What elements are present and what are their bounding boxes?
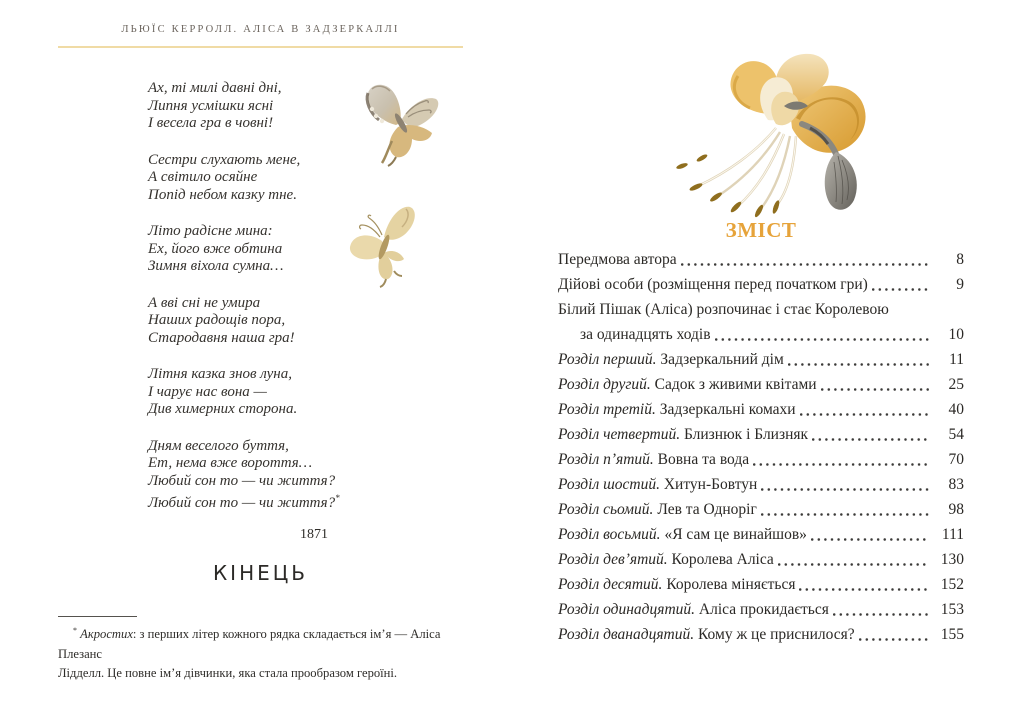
toc-entry-chapter-prefix: Розділ одинадцятий. [558, 601, 696, 618]
poem-line: Стародавня наша гра! [148, 329, 295, 346]
toc-entry-text [558, 472, 757, 497]
toc-page-number: 8 [956, 251, 964, 268]
poem-line: Літо радісне мина: [148, 223, 273, 239]
toc-entry-chapter-prefix: Розділ другий. [558, 376, 651, 393]
toc-entry [558, 322, 964, 347]
poem-line: Сестри слухають мене, [148, 151, 301, 168]
toc-page-number: 153 [940, 601, 964, 618]
toc-entry-text [558, 347, 784, 372]
toc-entry-chapter-prefix: Розділ дванадцятий. [558, 626, 695, 643]
butterfly-illustration [352, 79, 447, 167]
toc-entry-chapter-prefix: Розділ третій. [558, 401, 656, 418]
poem-line: Наших радощів пора, [148, 312, 286, 328]
toc-page-number: 98 [948, 501, 964, 518]
dotted-leader [749, 447, 932, 472]
toc-page-number: 54 [948, 426, 964, 443]
toc-entry-text [580, 322, 711, 347]
toc-title: ЗМІСТ [725, 218, 797, 242]
poem-line: Ах, ті милі давні дні, [148, 80, 282, 96]
dotted-leader [796, 397, 932, 422]
dotted-leader [677, 247, 932, 272]
toc-page-number: 25 [948, 376, 964, 393]
poem-line: Зимня віхола сумна… [148, 258, 284, 274]
toc-entry-title: Близнюк і Близняк [683, 426, 809, 443]
toc-entry-chapter-prefix: Розділ шостий. [558, 476, 660, 493]
dotted-leader [784, 347, 932, 372]
toc-entry-chapter-prefix: Розділ п’ятий. [558, 451, 654, 468]
poem-line: Липня усмішки ясні [148, 97, 274, 114]
poem-line: Ет, нема вже вороття… [148, 455, 313, 471]
dotted-leader [795, 572, 932, 597]
toc-entry-title: Задзеркальний дім [660, 351, 784, 368]
toc-page-number: 130 [940, 551, 964, 568]
toc-entry-text [558, 297, 889, 322]
poem-line: А світило осяйне [148, 169, 258, 185]
poem-stanza [148, 152, 340, 205]
poem-date: 1871 [300, 527, 328, 542]
toc-entry-text [558, 422, 808, 447]
toc-entry-chapter-prefix: Розділ десятий. [558, 576, 663, 593]
toc-entry [558, 247, 964, 272]
poem-line: Див химерних сторона. [148, 401, 298, 417]
honeysuckle-flower-illustration [672, 40, 897, 220]
toc-entry-text [558, 272, 868, 297]
toc-entry [558, 297, 964, 322]
dotted-leader [817, 372, 932, 397]
dotted-leader [757, 472, 932, 497]
footnote-rule [58, 616, 137, 617]
footnote-line-2: Лідделл. Це повне ім’я дівчинки, яка стала прообразом героїні. [58, 666, 398, 681]
poem-stanza [148, 223, 340, 276]
toc-entry-title: Кому ж це приснилося? [697, 626, 855, 643]
toc-entry-chapter-prefix: Розділ четвертий. [558, 426, 681, 443]
toc-entry-text [558, 372, 817, 397]
poem-line: І чарує нас вона — [148, 383, 267, 400]
poem-line: А вві сні не умира [148, 294, 261, 311]
toc-entry-title: Аліса прокидається [698, 601, 829, 618]
toc-page-number: 10 [948, 326, 964, 343]
toc-entry [558, 472, 964, 497]
toc-page-number: 111 [941, 526, 964, 543]
poem-stanza [148, 295, 340, 348]
footnote-term: Акростих [80, 627, 133, 642]
header-rule [58, 46, 463, 48]
toc-entry-title: Хитун-Бовтун [663, 476, 758, 493]
footnote [58, 621, 476, 684]
running-head: ЛЬЮЇС КЕРРОЛЛ. АЛІСА В ЗАДЗЕРКАЛЛІ [121, 24, 400, 35]
butterfly-illustration [344, 199, 426, 291]
poem-line: Любий сон то — чи життя?* [148, 493, 340, 511]
poem-line: І весела гра в човні! [148, 115, 274, 131]
toc-entry [558, 622, 964, 647]
poem-line: Любий сон то — чи життя? [148, 472, 336, 489]
toc-entry-title: Дійові особи (розміщення перед початком гри) [558, 276, 868, 293]
toc-entry-title: Передмова автора [558, 251, 677, 268]
toc-entry [558, 397, 964, 422]
footnote-text: : з перших літер кожного рядка складається ім’я — Аліса Плезанс [58, 627, 441, 661]
poem-stanza [148, 438, 340, 513]
toc-entry-text [558, 597, 829, 622]
footnote-marker: * [73, 626, 77, 635]
toc-entry-chapter-prefix: Розділ восьмий. [558, 526, 661, 543]
toc-page-number: 70 [948, 451, 964, 468]
toc-list [558, 247, 964, 647]
footnote-line-1 [58, 621, 476, 664]
poem-line: Попід небом казку тне. [148, 186, 297, 203]
toc-entry [558, 372, 964, 397]
toc-entry-title: Вовна та вода [657, 451, 750, 468]
toc-entry-text [558, 572, 795, 597]
the-end-text: КІНЕЦЬ [212, 561, 309, 585]
toc-entry-text [558, 497, 757, 522]
toc-page-number: 83 [948, 476, 964, 493]
toc-entry-text [558, 397, 796, 422]
toc-entry-text [558, 522, 807, 547]
toc-entry [558, 422, 964, 447]
dotted-leader [868, 272, 932, 297]
poem-stanza [148, 80, 340, 133]
dotted-leader [807, 522, 932, 547]
toc-entry-text [558, 447, 749, 472]
toc-entry-title: Задзеркальні комахи [659, 401, 796, 418]
toc-entry-title: Білий Пішак (Аліса) розпочинає і стає Королевою [558, 301, 889, 318]
poem-line: Ех, його вже обтина [148, 240, 283, 257]
toc-entry [558, 497, 964, 522]
dotted-leader [855, 622, 932, 647]
toc-entry-text [558, 622, 855, 647]
toc-entry-title: «Я сам це винайшов» [664, 526, 807, 543]
dotted-leader [711, 322, 932, 347]
toc-page-number: 155 [940, 626, 964, 643]
toc-entry-title: за одинадцять ходів [580, 326, 711, 343]
toc-entry-text [558, 547, 774, 572]
toc-entry [558, 597, 964, 622]
poem-line: Літня казка знов луна, [148, 366, 292, 382]
poem-line: Дням веселого буття, [148, 437, 289, 454]
dotted-leader [829, 597, 932, 622]
poem [148, 80, 340, 532]
toc-entry [558, 272, 964, 297]
dotted-leader [808, 422, 932, 447]
toc-entry [558, 447, 964, 472]
footnote-reference-marker: * [335, 493, 340, 503]
toc-entry-title: Садок з живими квітами [654, 376, 817, 393]
toc-entry [558, 547, 964, 572]
toc-entry-title: Королева Аліса [671, 551, 774, 568]
toc-entry-chapter-prefix: Розділ дев’ятий. [558, 551, 668, 568]
toc-entry-title: Лев та Одноріг [657, 501, 757, 518]
toc-page-number: 152 [940, 576, 964, 593]
toc-entry [558, 347, 964, 372]
toc-entry [558, 572, 964, 597]
dotted-leader [757, 497, 932, 522]
toc-entry-text [558, 247, 677, 272]
poem-stanza [148, 366, 340, 419]
toc-entry [558, 522, 964, 547]
toc-entry-title: Королева міняється [666, 576, 796, 593]
dotted-leader [774, 547, 932, 572]
toc-page-number: 9 [956, 276, 964, 293]
toc-entry-chapter-prefix: Розділ перший. [558, 351, 657, 368]
toc-entry-chapter-prefix: Розділ сьомий. [558, 501, 654, 518]
toc-page-number: 11 [949, 351, 964, 368]
toc-page-number: 40 [948, 401, 964, 418]
